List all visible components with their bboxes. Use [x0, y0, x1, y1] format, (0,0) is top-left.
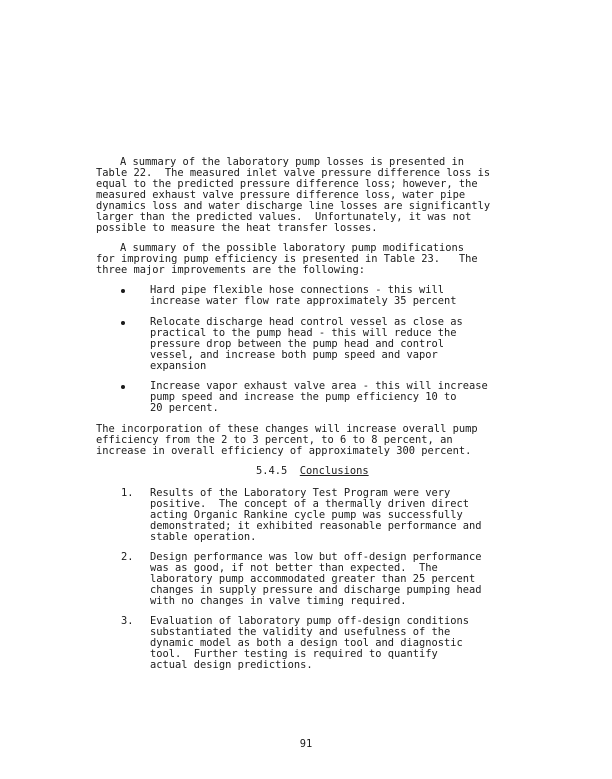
text-line: pump speed and increase the pump efficiency 10 to: [150, 391, 457, 403]
bullet-dot-icon: [121, 289, 125, 293]
text-line: Increase vapor exhaust valve area - this will increase: [150, 380, 488, 392]
text-line: actual design predictions.: [150, 659, 313, 671]
text-line: laboratory pump accommodated greater than 25 percent: [150, 573, 476, 585]
text-line: practical to the pump head - this will reduce the: [150, 327, 457, 339]
text-line: expansion: [150, 360, 207, 372]
text-line: Evaluation of laboratory pump off-design conditions: [150, 615, 470, 627]
text-line: larger than the predicted values. Unfortunately, it was not: [96, 211, 472, 223]
text-line: 20 percent.: [150, 402, 219, 414]
text-line: dynamic model as both a design tool and diagnostic: [150, 637, 463, 649]
text-line: equal to the predicted pressure difference loss; however, the: [96, 178, 478, 190]
text-line: possible to measure the heat transfer losses.: [96, 222, 378, 234]
list-number: 2.: [121, 551, 134, 563]
text-line: with no changes in valve timing required.: [150, 595, 407, 607]
text-line: dynamics loss and water discharge line losses are significantly: [96, 200, 491, 212]
text-line: for improving pump efficiency is presented in Table 23. The: [96, 253, 478, 265]
text-line: three major improvements are the following:: [96, 264, 365, 276]
text-line: Table 22. The measured inlet valve pressure difference loss is: [96, 167, 491, 179]
bullet-dot-icon: [121, 385, 125, 389]
text-line: positive. The concept of a thermally driven direct: [150, 498, 470, 510]
text-line: tool. Further testing is required to quantify: [150, 648, 438, 660]
section-title: Conclusions: [299, 465, 369, 477]
text-line: substantiated the validity and usefulness of the: [150, 626, 451, 638]
text-line: The incorporation of these changes will increase overall pump: [96, 423, 478, 435]
bullet-dot-icon: [121, 321, 125, 325]
text-line: stable operation.: [150, 531, 257, 543]
page-number: 91: [299, 738, 313, 750]
text-line: efficiency from the 2 to 3 percent, to 6 to 8 percent, an: [96, 434, 453, 446]
text-line: changes in supply pressure and discharge pumping head: [150, 584, 482, 596]
text-line: measured exhaust valve pressure difference loss, water pipe: [96, 189, 466, 201]
text-line: Design performance was low but off-design performance: [150, 551, 482, 563]
text-line: Relocate discharge head control vessel as close as: [150, 316, 463, 328]
section-number: 5.4.5: [256, 465, 288, 477]
text-line: was as good, if not better than expected. The: [150, 562, 438, 574]
text-line: A summary of the possible laboratory pump modifications: [120, 242, 465, 254]
text-line: Results of the Laboratory Test Program were very: [150, 487, 451, 499]
text-line: vessel, and increase both pump speed and vapor: [150, 349, 438, 361]
list-number: 1.: [121, 487, 134, 499]
text-line: A summary of the laboratory pump losses is presented in: [120, 156, 465, 168]
list-number: 3.: [121, 615, 134, 627]
text-line: acting Organic Rankine cycle pump was successfully: [150, 509, 463, 521]
text-line: increase water flow rate approximately 35 percent: [150, 295, 457, 307]
text-line: Hard pipe flexible hose connections - this will: [150, 284, 445, 296]
section-heading: [256, 466, 369, 477]
text-line: increase in overall efficiency of approximately 300 percent.: [96, 445, 472, 457]
text-line: demonstrated; it exhibited reasonable performance and: [150, 520, 482, 532]
text-line: pressure drop between the pump head and control: [150, 338, 445, 350]
